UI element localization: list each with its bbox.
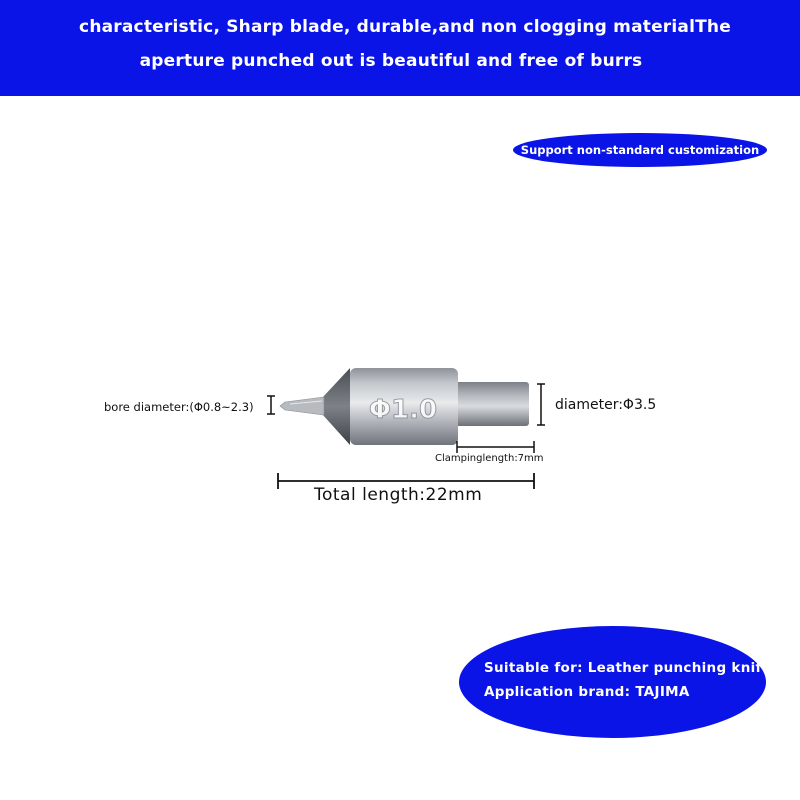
punch-tip	[280, 397, 324, 415]
punch-cone	[322, 368, 350, 445]
diameter-bracket	[537, 384, 545, 425]
customization-badge: Support non-standard customization	[513, 133, 767, 167]
banner-line-2: aperture punched out is beautiful and free of burrs	[139, 51, 643, 71]
total-length-label: Total length:22mm	[314, 485, 483, 505]
bore-diameter-label: bore diameter:(Φ0.8~2.3)	[104, 400, 254, 414]
bore-bracket	[267, 396, 275, 414]
banner-line-1: characteristic, Sharp blade, durable,and non clogging materialThe	[79, 17, 731, 37]
diameter-label: diameter:Φ3.5	[555, 397, 657, 413]
punch-shank	[455, 382, 529, 426]
punch-engraving: Φ1.0	[368, 395, 438, 425]
info-badge	[459, 626, 772, 738]
clamping-length-label: Clampinglength:7mm	[435, 453, 544, 464]
clamping-dimension	[457, 441, 534, 453]
application-brand-text: Application brand: TAJIMA	[484, 684, 690, 700]
suitable-for-text: Suitable for: Leather punching knife	[484, 660, 772, 676]
